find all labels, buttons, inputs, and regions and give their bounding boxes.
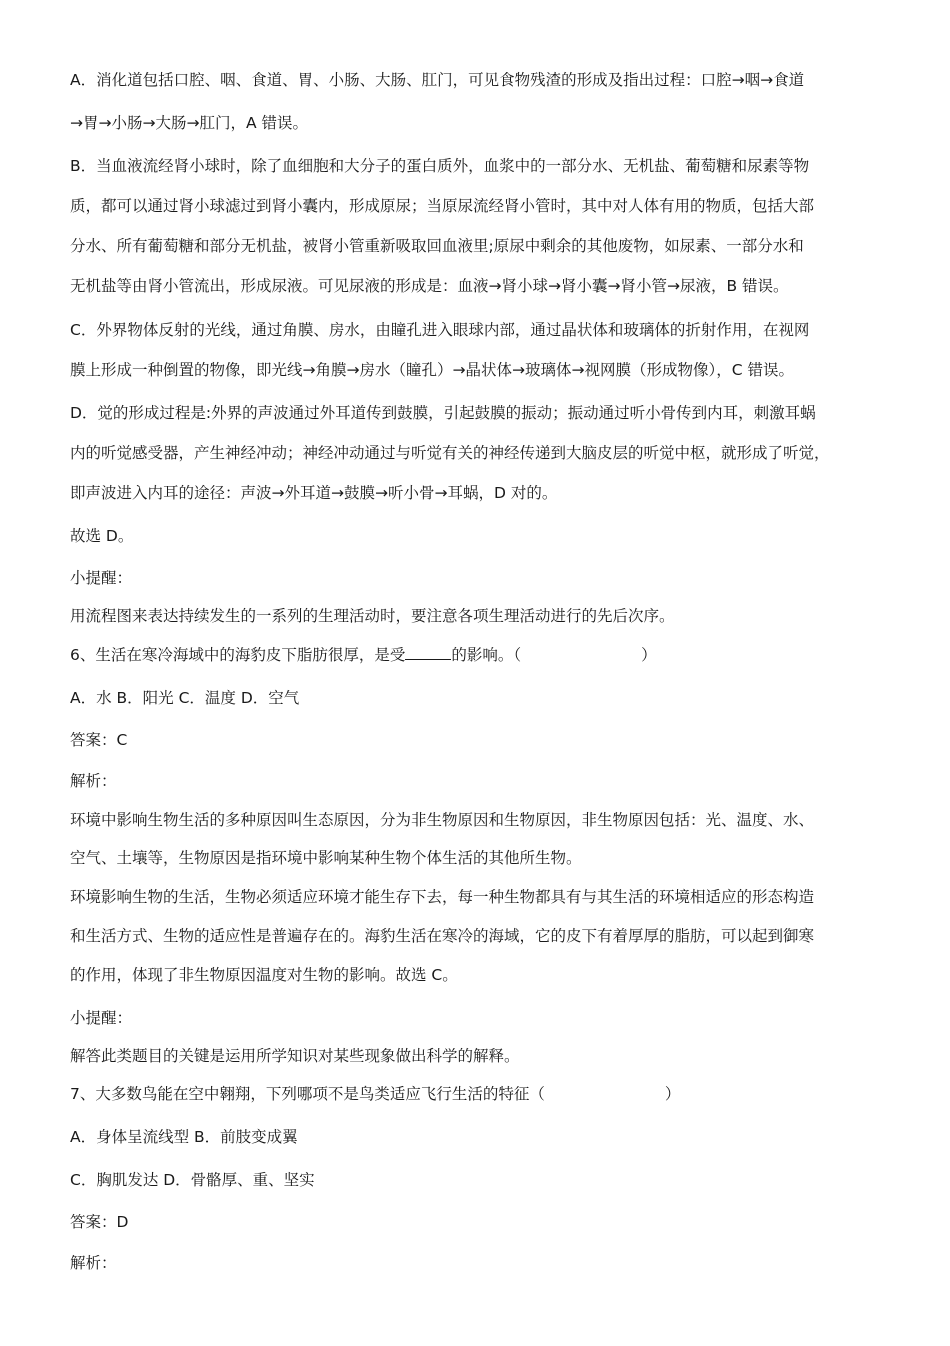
q7-options-line-2: C．胸肌发达 D．骨骼厚、重、坚实: [70, 1171, 315, 1189]
q5-tip-label: 小提醒：: [70, 569, 133, 587]
q6-paren-close: ）: [641, 646, 657, 664]
option-d-analysis-line-1: D．觉的形成过程是:外界的声波通过外耳道传到鼓膜，引起鼓膜的振动；振动通过听小骨传到内耳，刺激耳蜗: [70, 404, 816, 422]
q6-stem-before: 6、生活在寒冷海域中的海豹皮下脂肪很厚，是受: [70, 646, 406, 664]
option-d-analysis-line-3: 即声波进入内耳的途径：声波→外耳道→鼓膜→听小骨→耳蜗，D 对的。: [70, 484, 558, 502]
q7-stem-text: 7、大多数鸟能在空中翱翔，下列哪项不是鸟类适应飞行生活的特征（: [70, 1085, 545, 1103]
option-d-analysis-line-2: 内的听觉感受器，产生神经冲动；神经冲动通过与听觉有关的神经传递到大脑皮层的听觉中枢，就形成了听觉，: [70, 444, 830, 462]
option-b-analysis-line-1: B．当血液流经肾小球时，除了血细胞和大分子的蛋白质外，血浆中的一部分水、无机盐、葡萄糖和尿素等物: [70, 157, 810, 175]
q6-stem-after: 的影响。（: [451, 646, 522, 664]
q6-analysis-p1-line-2: 空气、土壤等，生物原因是指环境中影响某种生物个体生活的其他所生物。: [70, 849, 582, 867]
q6-analysis-label: 解析：: [70, 772, 117, 790]
q6-options: A．水 B．阳光 C．温度 D．空气: [70, 689, 300, 707]
option-a-analysis-line-1: A．消化道包括口腔、咽、食道、胃、小肠、大肠、肛门，可见食物残渣的形成及指出过程：口腔→咽→食道: [70, 71, 805, 89]
q7-options-line-1: A．身体呈流线型 B．前肢变成翼: [70, 1128, 298, 1146]
q7-stem: [70, 1084, 680, 1104]
q7-paren-close: ）: [664, 1085, 681, 1103]
option-b-analysis-line-2: 质，都可以通过肾小球滤过到肾小囊内，形成原尿；当原尿流经肾小管时，其中对人体有用的物质，包括大部: [70, 197, 815, 215]
q6-analysis-p1-line-1: 环境中影响生物生活的多种原因叫生态原因，分为非生物原因和生物原因，非生物原因包括：光、温度、水、: [70, 811, 815, 829]
q7-analysis-label: 解析：: [70, 1254, 117, 1272]
q6-tip-label: 小提醒：: [70, 1009, 133, 1027]
q6-tip-text: 解答此类题目的关键是运用所学知识对某些现象做出科学的解释。: [70, 1047, 520, 1065]
q6-answer: 答案：C: [70, 731, 128, 749]
q7-answer: 答案：D: [70, 1213, 129, 1231]
q5-conclusion: 故选 D。: [70, 527, 134, 545]
q6-analysis-p2-line-2: 和生活方式、生物的适应性是普遍存在的。海豹生活在寒冷的海域，它的皮下有着厚厚的脂肪，可以起到御寒: [70, 927, 815, 945]
q6-stem: [70, 645, 657, 665]
option-c-analysis-line-1: C．外界物体反射的光线，通过角膜、房水，由瞳孔进入眼球内部，通过晶状体和玻璃体的折射作用，在视网: [70, 321, 810, 339]
q5-tip-text: 用流程图来表达持续发生的一系列的生理活动时，要注意各项生理活动进行的先后次序。: [70, 607, 675, 625]
q6-answer-blank: [405, 645, 451, 660]
option-a-analysis-line-2: →胃→小肠→大肠→肛门，A 错误。: [70, 114, 308, 132]
option-b-analysis-line-4: 无机盐等由肾小管流出，形成尿液。可见尿液的形成是：血液→肾小球→肾小囊→肾小管→尿液，B 错误。: [70, 277, 789, 295]
option-c-analysis-line-2: 膜上形成一种倒置的物像，即光线→角膜→房水（瞳孔）→晶状体→玻璃体→视网膜（形成物像），C 错误。: [70, 361, 794, 379]
option-b-analysis-line-3: 分水、所有葡萄糖和部分无机盐，被肾小管重新吸取回血液里;原尿中剩余的其他废物，如尿素、一部分水和: [70, 237, 804, 255]
q6-analysis-p2-line-1: 环境影响生物的生活，生物必须适应环境才能生存下去，每一种生物都具有与其生活的环境相适应的形态构造: [70, 888, 815, 906]
q6-analysis-p2-line-3: 的作用，体现了非生物原因温度对生物的影响。故选 C。: [70, 966, 458, 984]
